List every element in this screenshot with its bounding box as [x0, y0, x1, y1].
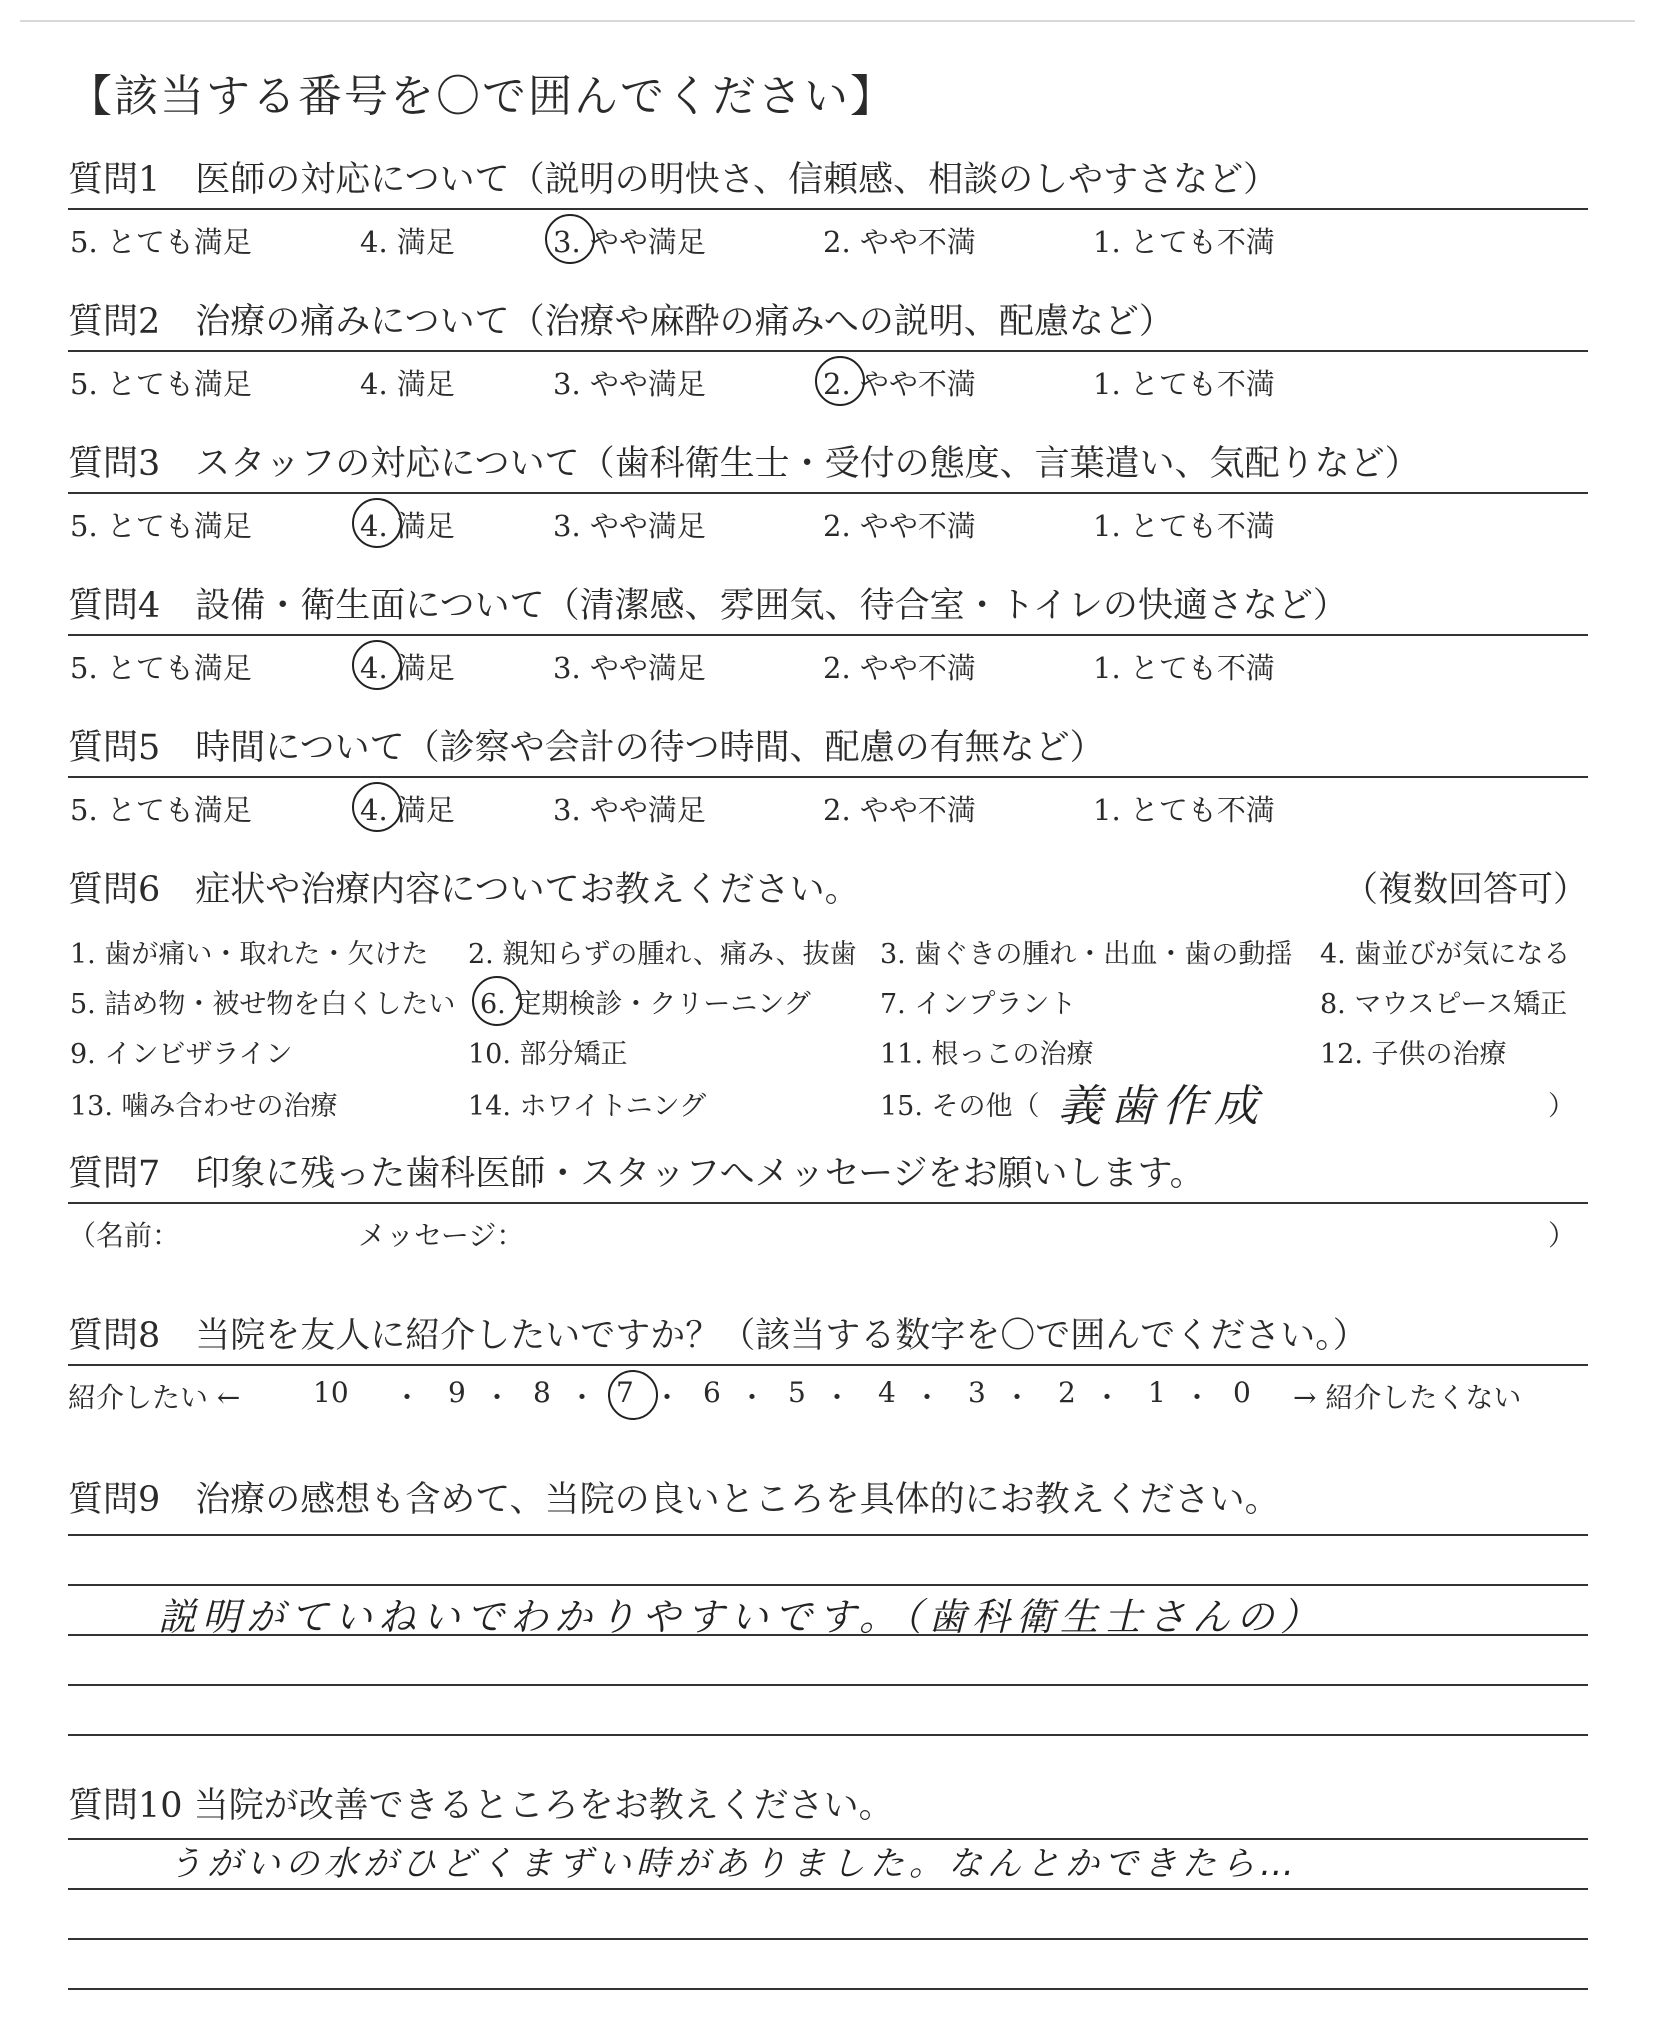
answer-line	[68, 1988, 1588, 1990]
q1-option-5[interactable]: 5. とても満足	[70, 225, 252, 259]
q8-number-3[interactable]: 3	[968, 1376, 986, 1409]
answer-line	[68, 1734, 1588, 1736]
q8-dot: ・	[823, 1381, 852, 1414]
q8-number-1[interactable]: 1	[1148, 1376, 1166, 1409]
q2-option-2-circled[interactable]: 2. やや不満	[823, 362, 976, 403]
question-9-answer-area[interactable]	[68, 1528, 1588, 1738]
answer-line	[68, 1888, 1588, 1890]
question-8-scale	[68, 1366, 1588, 1426]
multiple-answer-note: （複数回答可）	[1342, 870, 1588, 910]
q8-number-9[interactable]: 9	[448, 1376, 466, 1409]
question-10	[68, 1778, 1588, 2004]
q5-option-2[interactable]: 2. やや不満	[823, 793, 976, 827]
survey-form	[68, 60, 1588, 2004]
q6-other-close-paren: ）	[1548, 1091, 1575, 1122]
question-1-options	[68, 210, 1588, 274]
question-10-text: 質問10 当院が改善できるところをお教えください。	[68, 1786, 894, 1826]
q4-option-5[interactable]: 5. とても満足	[70, 651, 252, 685]
q8-number-10[interactable]: 10	[313, 1376, 349, 1409]
q8-number-6[interactable]: 6	[703, 1376, 721, 1409]
q4-option-2[interactable]: 2. やや不満	[823, 651, 976, 685]
question-7-text: 質問7 印象に残った歯科医師・スタッフへメッセージをお願いします。	[68, 1146, 1588, 1204]
q8-dot: ・	[913, 1381, 942, 1414]
question-7-fields	[68, 1204, 1588, 1258]
q4-option-1[interactable]: 1. とても不満	[1093, 651, 1275, 685]
question-8-text: 質問8 当院を友人に紹介したいですか？（該当する数字を〇で囲んでください。）	[68, 1308, 1588, 1366]
q6-option-1[interactable]: 1. 歯が痛い・取れた・欠けた	[70, 939, 429, 970]
q2-option-3[interactable]: 3. やや満足	[553, 367, 706, 401]
q6-option-3[interactable]: 3. 歯ぐきの腫れ・出血・歯の動揺	[880, 939, 1293, 970]
question-10-answer-area[interactable]	[68, 1834, 1588, 2004]
q8-dot: ・	[1093, 1381, 1122, 1414]
q3-option-5[interactable]: 5. とても満足	[70, 509, 252, 543]
answer-line	[68, 1684, 1588, 1686]
q3-option-4-circled[interactable]: 4. 満足	[360, 504, 455, 545]
q7-close-paren: ）	[1548, 1219, 1577, 1252]
question-2	[68, 294, 1588, 416]
question-9-text: 質問9 治療の感想も含めて、当院の良いところを具体的にお教えください。	[68, 1480, 1280, 1520]
q8-number-5[interactable]: 5	[788, 1376, 806, 1409]
q4-option-3[interactable]: 3. やや満足	[553, 651, 706, 685]
question-5-options	[68, 778, 1588, 842]
q6-option-10[interactable]: 10. 部分矯正	[468, 1039, 628, 1070]
q8-number-4[interactable]: 4	[878, 1376, 896, 1409]
q1-option-2[interactable]: 2. やや不満	[823, 225, 976, 259]
top-rule	[20, 20, 1635, 22]
q8-dot: ・	[568, 1381, 597, 1414]
q6-option-2[interactable]: 2. 親知らずの腫れ、痛み、抜歯	[468, 939, 857, 970]
q8-dot: ・	[393, 1381, 422, 1414]
q6-option-11[interactable]: 11. 根っこの治療	[880, 1039, 1094, 1070]
q8-number-7-circled[interactable]: 7	[616, 1376, 634, 1409]
q6-other-answer-handwritten: 義歯作成	[1058, 1081, 1266, 1132]
q2-option-1[interactable]: 1. とても不満	[1093, 367, 1275, 401]
question-3-text: 質問3 スタッフの対応について（歯科衛生士・受付の態度、言葉遣い、気配りなど）	[68, 436, 1588, 494]
q6-option-14[interactable]: 14. ホワイトニング	[468, 1091, 707, 1122]
q5-option-4-circled[interactable]: 4. 満足	[360, 788, 455, 829]
q5-option-5[interactable]: 5. とても満足	[70, 793, 252, 827]
q6-option-5[interactable]: 5. 詰め物・被せ物を白くしたい	[70, 989, 456, 1020]
q8-number-2[interactable]: 2	[1058, 1376, 1076, 1409]
question-8	[68, 1308, 1588, 1426]
q3-option-1[interactable]: 1. とても不満	[1093, 509, 1275, 543]
question-4-options	[68, 636, 1588, 700]
form-header: 【該当する番号を〇で囲んでください】	[68, 71, 896, 122]
q8-dot: ・	[738, 1381, 767, 1414]
answer-line	[68, 1534, 1588, 1536]
question-4-text: 質問4 設備・衛生面について（清潔感、雰囲気、待合室・トイレの快適さなど）	[68, 578, 1588, 636]
q6-option-7[interactable]: 7. インプラント	[880, 989, 1077, 1020]
q8-number-8[interactable]: 8	[533, 1376, 551, 1409]
answer-line	[68, 1938, 1588, 1940]
question-6-text	[68, 862, 1588, 918]
question-2-text: 質問2 治療の痛みについて（治療や麻酔の痛みへの説明、配慮など）	[68, 294, 1588, 352]
question-6-options	[68, 932, 1588, 1142]
q3-option-3[interactable]: 3. やや満足	[553, 509, 706, 543]
question-9	[68, 1472, 1588, 1738]
question-2-options	[68, 352, 1588, 416]
q8-number-0[interactable]: 0	[1233, 1376, 1251, 1409]
question-7	[68, 1146, 1588, 1258]
question-3-options	[68, 494, 1588, 558]
q6-option-13[interactable]: 13. 噛み合わせの治療	[70, 1091, 338, 1122]
q8-dot: ・	[653, 1381, 682, 1414]
q5-option-3[interactable]: 3. やや満足	[553, 793, 706, 827]
q5-option-1[interactable]: 1. とても不満	[1093, 793, 1275, 827]
q8-right-label: → 紹介したくない	[1293, 1381, 1522, 1414]
q4-option-4-circled[interactable]: 4. 満足	[360, 646, 455, 687]
q10-answer-handwritten: うがいの水がひどくまずい時がありました。なんとかできたら…	[168, 1844, 1299, 1884]
q3-option-2[interactable]: 2. やや不満	[823, 509, 976, 543]
q6-option-9[interactable]: 9. インビザライン	[70, 1039, 293, 1070]
question-5	[68, 720, 1588, 842]
question-4	[68, 578, 1588, 700]
q6-option-12[interactable]: 12. 子供の治療	[1320, 1039, 1507, 1070]
question-1	[68, 152, 1588, 274]
q6-option-15-other[interactable]: 15. その他（	[880, 1091, 1040, 1122]
question-5-text: 質問5 時間について（診察や会計の待つ時間、配慮の有無など）	[68, 720, 1588, 778]
question-1-text: 質問1 医師の対応について（説明の明快さ、信頼感、相談のしやすさなど）	[68, 152, 1588, 210]
q1-option-4[interactable]: 4. 満足	[360, 225, 455, 259]
q1-option-1[interactable]: 1. とても不満	[1093, 225, 1275, 259]
question-6-label: 質問6 症状や治療内容についてお教えください。	[68, 870, 860, 910]
q9-answer-handwritten: 説明がていねいでわかりやすいです。（歯科衛生士さんの）	[158, 1595, 1324, 1639]
q8-dot: ・	[1003, 1381, 1032, 1414]
q8-dot: ・	[483, 1381, 512, 1414]
q1-option-3-circled[interactable]: 3. やや満足	[553, 220, 706, 261]
q8-dot: ・	[1183, 1381, 1212, 1414]
q2-option-4[interactable]: 4. 満足	[360, 367, 455, 401]
question-6	[68, 862, 1588, 1142]
q6-option-4[interactable]: 4. 歯並びが気になる	[1320, 939, 1571, 970]
q6-option-6-circled[interactable]: 6. 定期検診・クリーニング	[480, 982, 811, 1021]
q6-option-8[interactable]: 8. マウスピース矯正	[1320, 989, 1568, 1020]
q2-option-5[interactable]: 5. とても満足	[70, 367, 252, 401]
q7-message-label[interactable]: メッセージ：	[358, 1219, 525, 1252]
question-3	[68, 436, 1588, 558]
q8-left-label: 紹介したい ←	[68, 1381, 241, 1414]
q7-name-label[interactable]: （名前：	[68, 1219, 181, 1252]
